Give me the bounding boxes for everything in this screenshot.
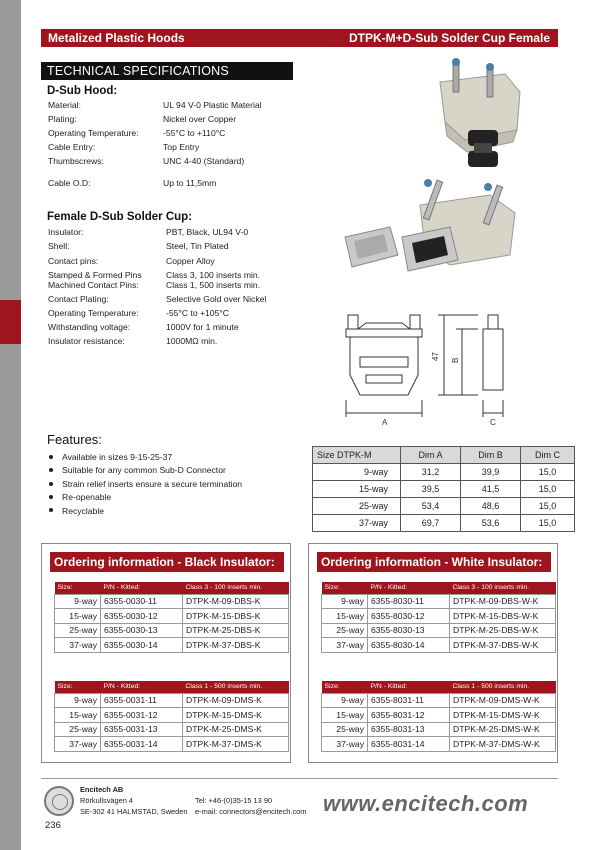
spec-label: Withstanding voltage:: [48, 322, 131, 332]
spec-label: Operating Temperature:: [48, 128, 139, 138]
dims-cell: 53,6: [461, 515, 521, 532]
dims-cell: 37-way: [313, 515, 401, 532]
ordering-cell: 37-way: [55, 638, 101, 653]
ordering-header-cell: P/N - Kitted:: [368, 681, 450, 693]
header-left-title: Metalized Plastic Hoods: [48, 31, 185, 45]
ordering-black-class3-table: [54, 582, 289, 653]
spec-value: UNC 4-40 (Standard): [163, 156, 245, 166]
dims-header-cell: Dim A: [401, 447, 461, 464]
dims-cell: 9-way: [313, 464, 401, 481]
ordering-cell: 6355-8031-13: [368, 722, 450, 737]
ordering-header-cell: Size:: [55, 681, 101, 693]
feature-text: Re-openable: [62, 492, 112, 503]
page-number: 236: [45, 820, 61, 831]
ordering-header-cell: P/N - Kitted:: [101, 582, 183, 594]
ordering-cell: 6355-8030-11: [368, 594, 450, 609]
ordering-cell: DTPK-M-25-DMS-K: [183, 722, 289, 737]
ordering-header-cell: Class 3 - 100 inserts min.: [183, 582, 289, 594]
tech-spec-title: TECHNICAL SPECIFICATIONS: [41, 62, 293, 80]
ordering-cell: 25-way: [55, 722, 101, 737]
table-row: [322, 594, 556, 609]
footer-street: Rörkullsvägen 4: [80, 796, 133, 805]
ordering-header-cell: Class 1 - 500 inserts min.: [183, 681, 289, 693]
ordering-cell: DTPK-M-15-DBS-K: [183, 609, 289, 624]
dims-cell: 53,4: [401, 498, 461, 515]
spec-label: Operating Temperature:: [48, 308, 139, 318]
table-row: [322, 623, 556, 638]
dim-a-label: A: [382, 418, 388, 425]
spec-label: Insulator:: [48, 227, 84, 237]
spec-label: Plating:: [48, 114, 77, 124]
spec-value: -55°C to +105°C: [166, 308, 230, 318]
hood-title: D-Sub Hood:: [47, 85, 118, 97]
dim-c-label: C: [490, 418, 496, 425]
table-row: [55, 693, 289, 708]
dims-cell: 39,5: [401, 481, 461, 498]
ordering-cell: DTPK-M-09-DBS-W-K: [450, 594, 556, 609]
spec-label: Shell:: [48, 241, 70, 251]
ordering-cell: 25-way: [55, 623, 101, 638]
ordering-cell: 6355-0031-13: [101, 722, 183, 737]
dims-cell: 48,6: [461, 498, 521, 515]
dims-cell: 15,0: [521, 515, 575, 532]
features-title: Features:: [47, 432, 102, 447]
ordering-header-cell: Size:: [55, 582, 101, 594]
spec-label: Cable O.D:: [48, 178, 91, 188]
ordering-white-title: Ordering information - White Insulator:: [317, 552, 551, 572]
feature-text: Available in sizes 9-15-25-37: [62, 452, 173, 462]
ordering-cell: 25-way: [322, 722, 368, 737]
ordering-black-class1-table: [54, 681, 289, 752]
ordering-header-cell: Class 3 - 100 inserts min.: [450, 582, 556, 594]
dims-cell: 15,0: [521, 498, 575, 515]
features-list: [49, 451, 242, 518]
spec-label: Machined Contact Pins:: [48, 280, 139, 290]
table-row: [322, 609, 556, 624]
spec-label: Contact Plating:: [48, 294, 109, 304]
ordering-cell: 6355-0030-13: [101, 623, 183, 638]
bullet-icon: [49, 495, 53, 499]
header-bar: [41, 29, 558, 47]
ordering-cell: DTPK-M-09-DMS-K: [183, 693, 289, 708]
dims-cell: 39,9: [461, 464, 521, 481]
cup-title: Female D-Sub Solder Cup:: [47, 211, 193, 223]
ordering-header-row: [322, 681, 556, 693]
ordering-cell: 6355-8031-11: [368, 693, 450, 708]
feature-text: Suitable for any common Sub-D Connector: [62, 465, 226, 476]
technical-drawing: [338, 305, 513, 425]
table-row: [322, 638, 556, 653]
dims-cell: 69,7: [401, 515, 461, 532]
ordering-white-box: [308, 543, 558, 763]
table-row: [322, 693, 556, 708]
dims-header-cell: Dim B: [461, 447, 521, 464]
dims-cell: 15,0: [521, 464, 575, 481]
table-row: [55, 594, 289, 609]
spec-value: Top Entry: [163, 142, 200, 152]
ordering-cell: 15-way: [55, 609, 101, 624]
ordering-cell: DTPK-M-25-DMS-W-K: [450, 722, 556, 737]
ordering-cell: 6355-0030-14: [101, 638, 183, 653]
ordering-cell: 6355-8030-12: [368, 609, 450, 624]
bullet-icon: [49, 455, 53, 459]
ordering-header-cell: P/N - Kitted:: [101, 681, 183, 693]
feature-text: Strain relief inserts ensure a secure termination: [62, 478, 243, 489]
spec-value: Steel, Tin Plated: [166, 241, 229, 251]
table-row: [313, 464, 575, 481]
ordering-header-cell: Size:: [322, 681, 368, 693]
bullet-icon: [49, 508, 53, 512]
ordering-header-cell: Size:: [322, 582, 368, 594]
spec-value: Selective Gold over Nickel: [166, 294, 267, 304]
spec-value: Class 1, 500 inserts min.: [166, 280, 261, 290]
spec-value: UL 94 V-0 Plastic Material: [163, 100, 262, 110]
table-row: [55, 638, 289, 653]
ordering-cell: 9-way: [55, 693, 101, 708]
strain-relief-image: [460, 125, 510, 175]
spec-label: Thumbscrews:: [48, 156, 104, 166]
ordering-cell: 6355-0030-11: [101, 594, 183, 609]
spec-value: -55°C to +110°C: [163, 128, 226, 138]
table-row: [322, 708, 556, 723]
bullet-icon: [49, 468, 53, 472]
ordering-cell: 15-way: [322, 708, 368, 723]
ordering-cell: 6355-0031-11: [101, 693, 183, 708]
ordering-cell: DTPK-M-15-DMS-W-K: [450, 708, 556, 723]
ordering-cell: DTPK-M-15-DBS-W-K: [450, 609, 556, 624]
ordering-header-cell: P/N - Kitted:: [368, 582, 450, 594]
table-row: [322, 737, 556, 752]
ordering-cell: 6355-8030-13: [368, 623, 450, 638]
ordering-black-box: [41, 543, 291, 763]
ordering-cell: 9-way: [322, 594, 368, 609]
ordering-cell: 6355-0031-14: [101, 737, 183, 752]
dims-cell: 15-way: [313, 481, 401, 498]
footer-tel: Tel: +46-(0)35-15 13 90: [195, 796, 273, 805]
ordering-cell: 15-way: [322, 609, 368, 624]
ordering-cell: 37-way: [322, 638, 368, 653]
ordering-cell: 6355-8031-12: [368, 708, 450, 723]
spec-value: PBT, Black, UL94 V-0: [166, 227, 249, 237]
spec-label: Insulator resistance:: [48, 336, 125, 346]
ordering-cell: DTPK-M-25-DBS-W-K: [450, 623, 556, 638]
ordering-cell: 6355-8030-14: [368, 638, 450, 653]
certification-seal-icon: [44, 786, 74, 816]
feature-item: [49, 464, 242, 477]
spec-value: 1000V for 1 minute: [166, 322, 239, 332]
ordering-cell: DTPK-M-37-DBS-W-K: [450, 638, 556, 653]
table-row: [55, 722, 289, 737]
spec-label: Material:: [48, 100, 81, 110]
table-row: [55, 623, 289, 638]
spec-value: Class 3, 100 inserts min.: [166, 270, 261, 280]
ordering-cell: 6355-0031-12: [101, 708, 183, 723]
ordering-cell: DTPK-M-37-DBS-K: [183, 638, 289, 653]
spec-value: 1000MΩ min.: [166, 336, 218, 346]
ordering-black-title: Ordering information - Black Insulator:: [50, 552, 284, 572]
side-tab-marker: [0, 300, 21, 344]
ordering-cell: 9-way: [55, 594, 101, 609]
table-row: [322, 722, 556, 737]
dimensions-table: [312, 446, 575, 532]
dims-cell: 15,0: [521, 481, 575, 498]
spec-value: Copper Alloy: [166, 256, 215, 266]
side-strip: [0, 0, 21, 850]
spec-label: Stamped & Formed Pins: [48, 270, 142, 280]
ordering-header-cell: Class 1 - 500 inserts min.: [450, 681, 556, 693]
ordering-cell: DTPK-M-25-DBS-K: [183, 623, 289, 638]
dims-header-cell: Size DTPK-M: [313, 447, 401, 464]
table-row: [55, 737, 289, 752]
ordering-cell: 6355-0030-12: [101, 609, 183, 624]
dim-b-label: B: [451, 357, 460, 363]
bullet-icon: [49, 482, 53, 486]
ordering-header-row: [55, 582, 289, 594]
ordering-header-row: [322, 582, 556, 594]
table-row: [55, 609, 289, 624]
spec-label: Cable Entry:: [48, 142, 96, 152]
footer-divider: [41, 778, 558, 779]
ordering-white-class3-table: [321, 582, 556, 653]
ordering-cell: DTPK-M-15-DMS-K: [183, 708, 289, 723]
ordering-cell: 37-way: [322, 737, 368, 752]
footer-email[interactable]: e-mail: connectors@encitech.com: [195, 807, 307, 816]
spec-label: Contact pins:: [48, 256, 99, 266]
ordering-cell: DTPK-M-09-DMS-W-K: [450, 693, 556, 708]
dims-header-cell: Dim C: [521, 447, 575, 464]
feature-item: [49, 505, 242, 518]
feature-item: [49, 478, 242, 491]
ordering-cell: 25-way: [322, 623, 368, 638]
brand-website[interactable]: www.encitech.com: [323, 791, 529, 816]
feature-item: [49, 451, 242, 464]
dims-cell: 25-way: [313, 498, 401, 515]
table-row: [55, 708, 289, 723]
ordering-cell: 37-way: [55, 737, 101, 752]
spec-value: Up to 11,5mm: [163, 178, 217, 188]
connector-assembly-image: [340, 175, 540, 290]
feature-text: Recyclable: [62, 505, 105, 516]
table-row: [313, 481, 575, 498]
footer-company: Encitech AB: [80, 785, 124, 794]
ordering-cell: 9-way: [322, 693, 368, 708]
header-right-title: DTPK-M+D-Sub Solder Cup Female: [348, 31, 550, 45]
table-row: [313, 515, 575, 532]
dims-cell: 31,2: [401, 464, 461, 481]
footer-city: SE-302 41 HALMSTAD, Sweden: [80, 807, 188, 816]
ordering-cell: DTPK-M-37-DMS-W-K: [450, 737, 556, 752]
feature-item: [49, 491, 242, 504]
ordering-cell: DTPK-M-37-DMS-K: [183, 737, 289, 752]
ordering-cell: 15-way: [55, 708, 101, 723]
ordering-white-class1-table: [321, 681, 556, 752]
ordering-cell: DTPK-M-09-DBS-K: [183, 594, 289, 609]
ordering-header-row: [55, 681, 289, 693]
ordering-cell: 6355-8031-14: [368, 737, 450, 752]
table-row: [313, 498, 575, 515]
dims-cell: 41,5: [461, 481, 521, 498]
dim-47-label: 47: [431, 352, 440, 361]
spec-value: Nickel over Copper: [163, 114, 237, 124]
